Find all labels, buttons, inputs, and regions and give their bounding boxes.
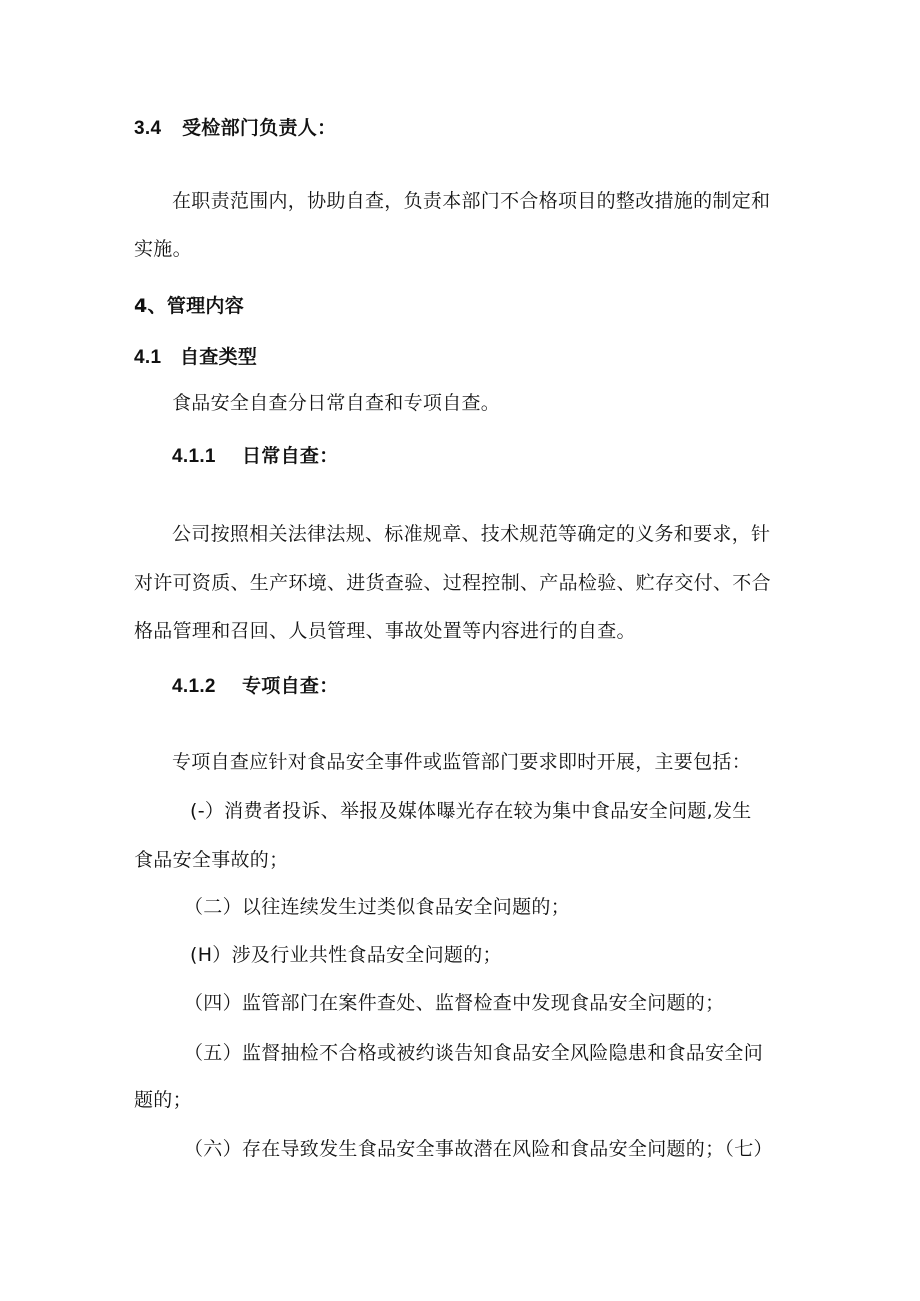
section-number: 4.1.1 <box>172 446 216 467</box>
section-4-1-2-heading <box>172 673 339 700</box>
list-item: （六）存在导致发生食品安全事故潜在风险和食品安全问题的；（七） <box>184 1138 773 1160</box>
paragraph-line: 专项自查应针对食品安全事件或监管部门要求即时开展，主要包括： <box>172 751 752 773</box>
section-number: 3.4 <box>134 118 162 139</box>
section-4-1-heading <box>134 344 257 371</box>
section-number: 4.1.2 <box>172 676 216 697</box>
list-item: 食品安全事故的； <box>134 849 289 871</box>
section-title: 受检部门负责人： <box>182 117 337 139</box>
paragraph-line: 食品安全自查分日常自查和专项自查。 <box>172 392 501 414</box>
paragraph-line: 对许可资质、生产环境、进货查验、过程控制、产品检验、贮存交付、不合 <box>134 572 771 594</box>
section-title: 专项自查： <box>242 675 339 697</box>
section-title: 日常自查： <box>242 445 339 467</box>
list-item: （二）以往连续发生过类似食品安全问题的； <box>184 896 571 918</box>
section-4-heading: 4、管理内容 <box>134 295 245 317</box>
paragraph-line: 在职责范围内，协助自查，负责本部门不合格项目的整改措施的制定和 <box>172 190 771 212</box>
paragraph-line: 格品管理和召回、人员管理、事故处置等内容进行的自查。 <box>134 620 636 642</box>
paragraph-line: 实施。 <box>134 238 192 260</box>
list-item: (-）消费者投诉、举报及媒体曝光存在较为集中食品安全问题,发生 <box>190 800 752 822</box>
list-item: 题的； <box>134 1089 192 1111</box>
paragraph-line: 公司按照相关法律法规、标准规章、技术规范等确定的义务和要求，针 <box>172 523 771 545</box>
section-title: 自查类型 <box>180 346 258 368</box>
section-3-4-heading <box>134 115 336 142</box>
list-item: (H）涉及行业共性食品安全问题的； <box>190 944 502 966</box>
section-4-1-1-heading <box>172 443 339 470</box>
list-item: （四）监管部门在案件查处、监督检查中发现食品安全问题的； <box>184 992 725 1014</box>
list-item: （五）监督抽检不合格或被约谈告知食品安全风险隐患和食品安全问 <box>184 1042 764 1064</box>
section-number: 4.1 <box>134 347 162 368</box>
